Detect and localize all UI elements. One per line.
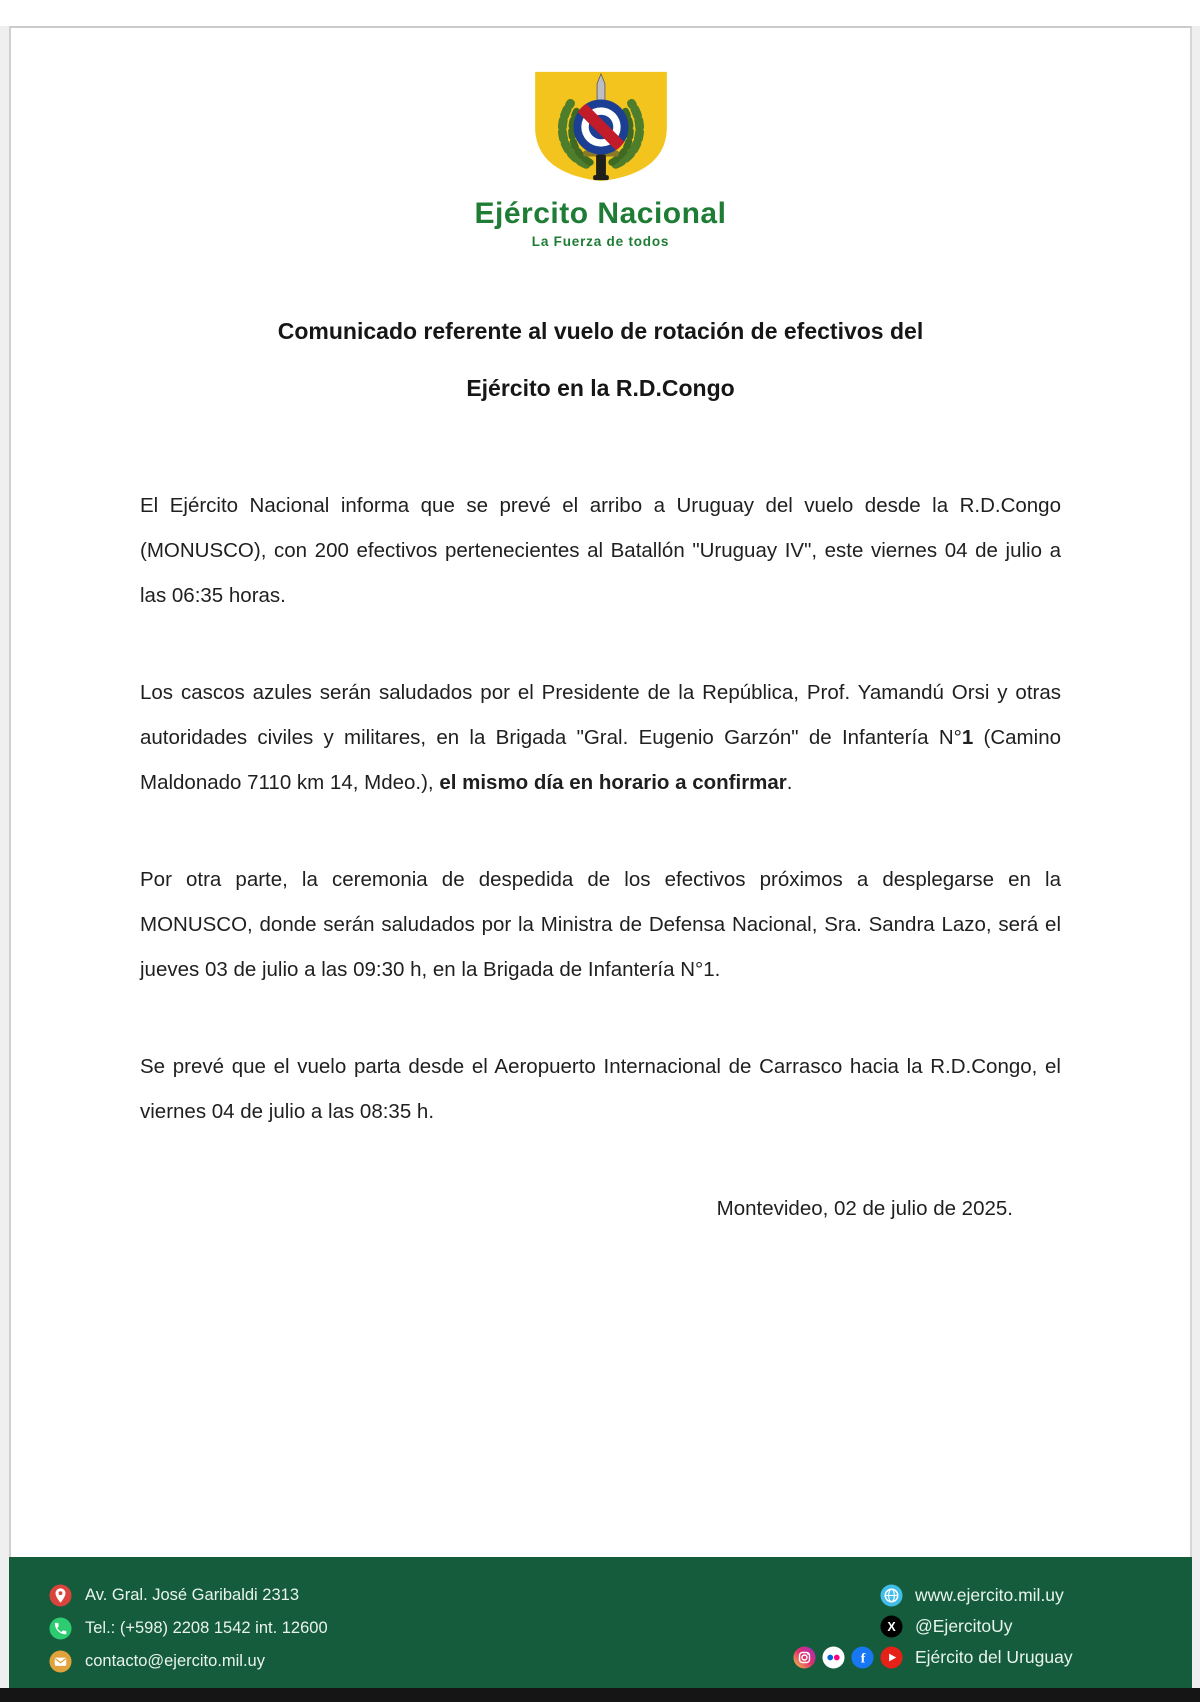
paragraph-greeting (140, 670, 1061, 805)
footer-address-row[interactable] (49, 1584, 328, 1607)
youtube-icon[interactable] (880, 1646, 903, 1669)
facebook-icon[interactable] (851, 1646, 874, 1669)
footer-right-column (779, 1584, 1073, 1669)
location-pin-icon (49, 1584, 72, 1607)
title-line-2: Ejército en la R.D.Congo (466, 375, 735, 401)
footer-left-column (49, 1584, 328, 1673)
footer-phone-text: Tel.: (+598) 2208 1542 int. 12600 (85, 1619, 328, 1637)
footer-address-text: Av. Gral. José Garibaldi 2313 (85, 1586, 300, 1604)
footer-social-name: Ejército del Uruguay (915, 1647, 1073, 1667)
footer-email-row[interactable] (49, 1650, 328, 1673)
paragraph-greeting-run: Los cascos azules serán saludados por el Presidente de la República, Prof. Yamandú Orsi y otras autoridades civiles y militares, en la Brigada "Gral. Eugenio Garzón" de Infantería N° (140, 681, 1061, 749)
globe-icon (880, 1584, 903, 1607)
paragraph-greeting-bold-run: 1 (961, 726, 974, 749)
phone-icon (49, 1617, 72, 1640)
footer-contact-bar (9, 1557, 1192, 1688)
brand-tagline: La Fuerza de todos (531, 234, 670, 249)
page-top-margin (0, 0, 1200, 26)
email-icon (49, 1650, 72, 1673)
paragraph-greeting-bold-run: el mismo día en horario a confirmar (439, 771, 787, 794)
footer-twitter-row[interactable] (779, 1615, 1073, 1638)
footer-social-row (779, 1646, 1073, 1669)
brand-name: Ejército Nacional (474, 197, 727, 230)
dateline: Montevideo, 02 de julio de 2025. (716, 1197, 1013, 1220)
footer-phone-row[interactable] (49, 1617, 328, 1640)
footer-email-text: contacto@ejercito.mil.uy (85, 1652, 265, 1670)
svg-text:f: f (860, 1651, 866, 1667)
x-twitter-icon (880, 1615, 903, 1638)
paragraph-greeting-run: (Camino Maldonado 7110 km 14, Mdeo.), (140, 726, 1061, 794)
paragraph-arrival: El Ejército Nacional informa que se prevé el arribo a Uruguay del vuelo desde la R.D.Congo (MONUSCO), con 200 efectivos pertenecientes al Batallón "Uruguay IV", este viernes 04 de julio a las 06:35 horas. (140, 494, 1061, 607)
document-sheet (9, 26, 1192, 1702)
footer-twitter-handle: @EjercitoUy (915, 1616, 1013, 1636)
footer-website-row[interactable] (779, 1584, 1073, 1607)
flickr-icon[interactable] (822, 1646, 845, 1669)
header-logo-block (11, 28, 1190, 249)
title-line-1: Comunicado referente al vuelo de rotación de efectivos del (277, 318, 924, 344)
bottom-black-bar (0, 1688, 1200, 1702)
communique-title (141, 303, 1060, 417)
paragraph-farewell-ceremony: Por otra parte, la ceremonia de despedida de los efectivos próximos a desplegarse en la MONUSCO, donde serán saludados por la Ministra de Defensa Nacional, Sra. Sandra Lazo, será el jueves 03 de julio a las 09:30 h, en la Brigada de Infantería N°1. (140, 868, 1061, 981)
communique-body (140, 483, 1061, 1231)
paragraph-greeting-run: . (786, 771, 793, 794)
paragraph-departure: Se prevé que el vuelo parta desde el Aeropuerto Internacional de Carrasco hacia la R.D.Congo, el viernes 04 de julio a las 08:35 h. (140, 1055, 1061, 1123)
army-crest-shield-icon (526, 68, 676, 184)
instagram-icon[interactable] (793, 1646, 816, 1669)
footer-website-text: www.ejercito.mil.uy (915, 1585, 1064, 1605)
svg-text:X: X (887, 1619, 896, 1634)
